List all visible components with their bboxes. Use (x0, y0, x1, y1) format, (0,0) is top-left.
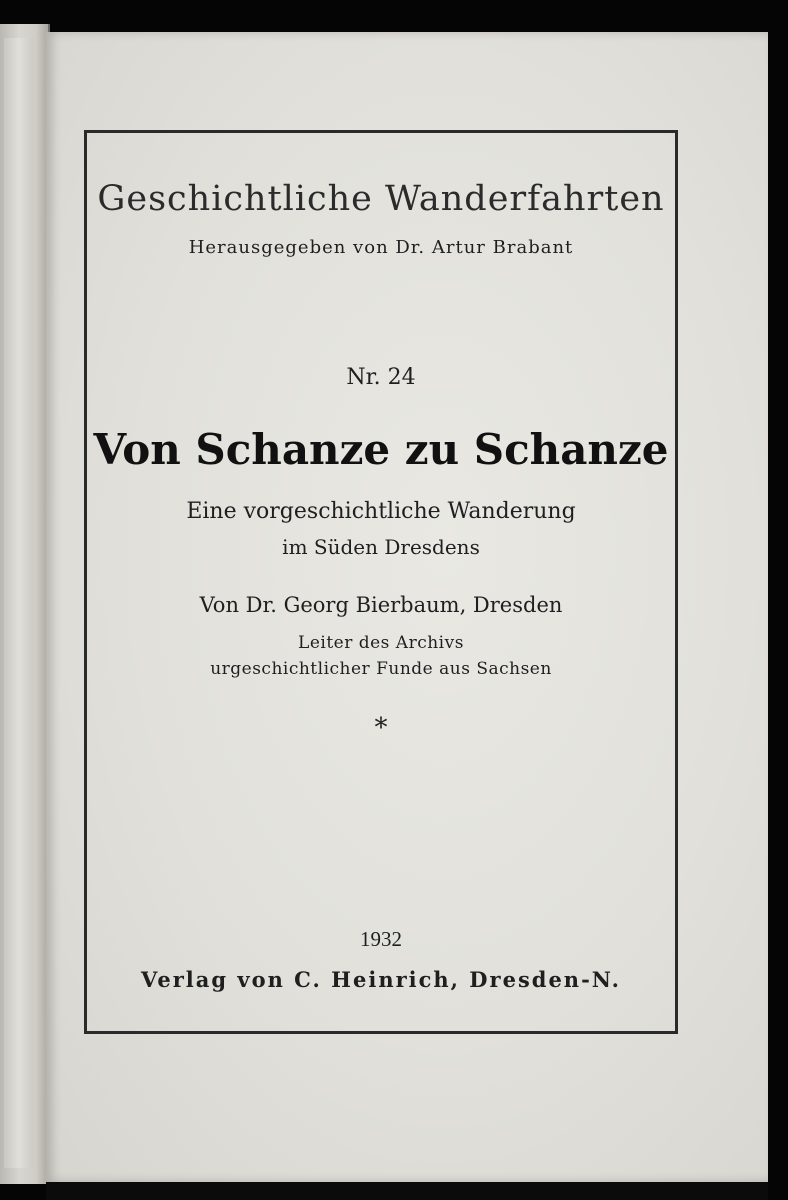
editor-line: Herausgegeben von Dr. Artur Brabant (188, 237, 574, 258)
publication-year: 1932 (360, 927, 402, 951)
asterisk-ornament: * (374, 713, 388, 743)
author-line: Von Dr. Georg Bierbaum, Dresden (199, 593, 563, 617)
page-bottom-shadow (46, 1182, 768, 1200)
publisher-line: Verlag von C. Heinrich, Dresden-N. (141, 967, 621, 992)
subtitle-line-2: im Süden Dresdens (282, 535, 480, 559)
author-role-line-1: Leiter des Archivs (298, 633, 464, 653)
book-spine (0, 24, 50, 1184)
series-title: Geschichtliche Wanderfahrten (97, 179, 665, 219)
subtitle-line-1: Eine vorgeschichtliche Wanderung (186, 499, 576, 524)
author-role-line-2: urgeschichtlicher Funde aus Sachsen (210, 659, 552, 679)
previous-page-edge (4, 38, 34, 1168)
title-page (46, 32, 768, 1182)
book-title: Von Schanze zu Schanze (93, 425, 669, 474)
issue-number: Nr. 24 (346, 365, 416, 390)
page-border-frame (84, 130, 678, 1034)
